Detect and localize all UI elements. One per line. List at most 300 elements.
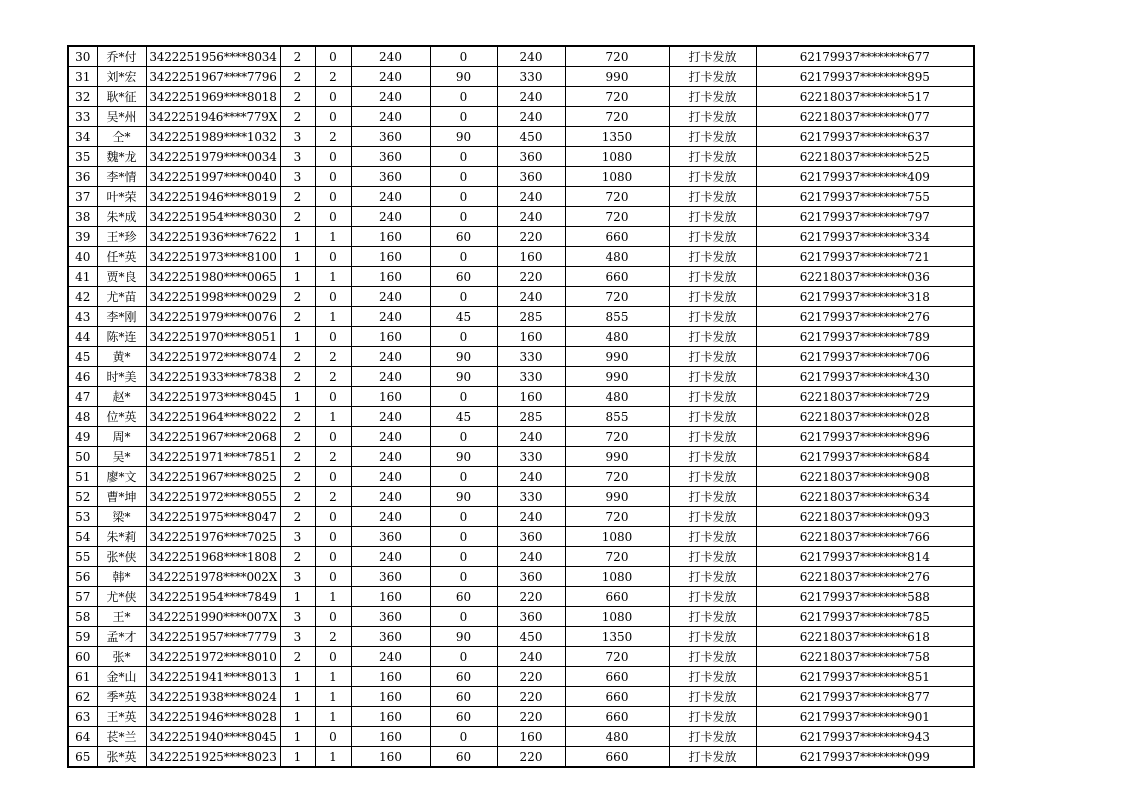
id-number-cell: 3422251970****8051: [146, 327, 280, 347]
bank-card-number-cell: 62218037********729: [756, 387, 974, 407]
bank-card-number-cell: 62179937********318: [756, 287, 974, 307]
family-count-cell: 3: [280, 627, 315, 647]
id-number-cell: 3422251964****8022: [146, 407, 280, 427]
row-number-cell: 52: [68, 487, 97, 507]
monthly-amount-cell: 240: [497, 547, 565, 567]
family-count-cell: 2: [280, 407, 315, 427]
id-number-cell: 3422251980****0065: [146, 267, 280, 287]
payment-method-cell: 打卡发放: [669, 127, 756, 147]
family-count-cell: 1: [280, 587, 315, 607]
bank-card-number-cell: 62179937********901: [756, 707, 974, 727]
payment-method-cell: 打卡发放: [669, 367, 756, 387]
id-number-cell: 3422251946****779X: [146, 107, 280, 127]
row-number-cell: 55: [68, 547, 97, 567]
row-number-cell: 48: [68, 407, 97, 427]
id-number-cell: 3422251954****8030: [146, 207, 280, 227]
family-count-cell: 2: [280, 507, 315, 527]
recipient-name-cell: 王*英: [97, 707, 146, 727]
table-row: [68, 747, 974, 768]
family-count-cell: 3: [280, 127, 315, 147]
table-row: [68, 127, 974, 147]
payment-method-cell: 打卡发放: [669, 487, 756, 507]
total-amount-cell: 720: [565, 467, 669, 487]
extra-amount-cell: 0: [430, 607, 497, 627]
bank-card-number-cell: 62179937********943: [756, 727, 974, 747]
base-amount-cell: 360: [351, 567, 430, 587]
family-count-cell: 1: [280, 227, 315, 247]
bank-card-number-cell: 62179937********755: [756, 187, 974, 207]
extra-amount-cell: 0: [430, 147, 497, 167]
row-number-cell: 58: [68, 607, 97, 627]
total-amount-cell: 1080: [565, 167, 669, 187]
recipient-name-cell: 刘*宏: [97, 67, 146, 87]
table-row: [68, 627, 974, 647]
id-number-cell: 3422251957****7779: [146, 627, 280, 647]
extra-count-cell: 1: [315, 667, 351, 687]
monthly-amount-cell: 220: [497, 227, 565, 247]
id-number-cell: 3422251967****7796: [146, 67, 280, 87]
monthly-amount-cell: 240: [497, 287, 565, 307]
id-number-cell: 3422251946****8028: [146, 707, 280, 727]
recipient-name-cell: 金*山: [97, 667, 146, 687]
base-amount-cell: 160: [351, 667, 430, 687]
base-amount-cell: 240: [351, 647, 430, 667]
extra-amount-cell: 0: [430, 107, 497, 127]
base-amount-cell: 360: [351, 167, 430, 187]
row-number-cell: 61: [68, 667, 97, 687]
base-amount-cell: 240: [351, 67, 430, 87]
table-row: [68, 487, 974, 507]
table-row: [68, 727, 974, 747]
table-row: [68, 307, 974, 327]
recipient-name-cell: 王*: [97, 607, 146, 627]
payment-method-cell: 打卡发放: [669, 667, 756, 687]
monthly-amount-cell: 450: [497, 627, 565, 647]
id-number-cell: 3422251941****8013: [146, 667, 280, 687]
monthly-amount-cell: 220: [497, 707, 565, 727]
total-amount-cell: 1080: [565, 607, 669, 627]
recipient-name-cell: 陈*连: [97, 327, 146, 347]
family-count-cell: 1: [280, 687, 315, 707]
monthly-amount-cell: 330: [497, 67, 565, 87]
extra-amount-cell: 60: [430, 587, 497, 607]
payment-method-cell: 打卡发放: [669, 227, 756, 247]
row-number-cell: 37: [68, 187, 97, 207]
total-amount-cell: 990: [565, 347, 669, 367]
extra-amount-cell: 0: [430, 247, 497, 267]
family-count-cell: 1: [280, 327, 315, 347]
row-number-cell: 64: [68, 727, 97, 747]
extra-amount-cell: 0: [430, 647, 497, 667]
extra-amount-cell: 0: [430, 87, 497, 107]
extra-amount-cell: 90: [430, 347, 497, 367]
extra-count-cell: 0: [315, 287, 351, 307]
row-number-cell: 59: [68, 627, 97, 647]
base-amount-cell: 240: [351, 407, 430, 427]
family-count-cell: 3: [280, 607, 315, 627]
family-count-cell: 3: [280, 167, 315, 187]
payment-method-cell: 打卡发放: [669, 607, 756, 627]
payment-method-cell: 打卡发放: [669, 107, 756, 127]
recipient-name-cell: 梁*: [97, 507, 146, 527]
id-number-cell: 3422251971****7851: [146, 447, 280, 467]
monthly-amount-cell: 330: [497, 447, 565, 467]
payment-method-cell: 打卡发放: [669, 747, 756, 768]
id-number-cell: 3422251936****7622: [146, 227, 280, 247]
id-number-cell: 3422251990****007X: [146, 607, 280, 627]
total-amount-cell: 1080: [565, 147, 669, 167]
id-number-cell: 3422251973****8100: [146, 247, 280, 267]
family-count-cell: 2: [280, 347, 315, 367]
payment-method-cell: 打卡发放: [669, 407, 756, 427]
family-count-cell: 2: [280, 87, 315, 107]
bank-card-number-cell: 62218037********276: [756, 567, 974, 587]
base-amount-cell: 240: [351, 307, 430, 327]
extra-count-cell: 0: [315, 387, 351, 407]
base-amount-cell: 240: [351, 107, 430, 127]
extra-amount-cell: 60: [430, 707, 497, 727]
base-amount-cell: 240: [351, 427, 430, 447]
row-number-cell: 39: [68, 227, 97, 247]
recipient-name-cell: 孟*才: [97, 627, 146, 647]
family-count-cell: 2: [280, 307, 315, 327]
table-row: [68, 327, 974, 347]
total-amount-cell: 660: [565, 267, 669, 287]
id-number-cell: 3422251979****0076: [146, 307, 280, 327]
base-amount-cell: 240: [351, 46, 430, 67]
recipient-name-cell: 任*英: [97, 247, 146, 267]
total-amount-cell: 720: [565, 107, 669, 127]
monthly-amount-cell: 360: [497, 147, 565, 167]
recipient-name-cell: 耿*征: [97, 87, 146, 107]
bank-card-number-cell: 62179937********334: [756, 227, 974, 247]
extra-count-cell: 0: [315, 527, 351, 547]
extra-count-cell: 1: [315, 267, 351, 287]
row-number-cell: 30: [68, 46, 97, 67]
family-count-cell: 1: [280, 727, 315, 747]
extra-count-cell: 2: [315, 67, 351, 87]
family-count-cell: 2: [280, 46, 315, 67]
recipient-name-cell: 尤*侠: [97, 587, 146, 607]
base-amount-cell: 240: [351, 187, 430, 207]
extra-amount-cell: 90: [430, 487, 497, 507]
monthly-amount-cell: 360: [497, 167, 565, 187]
monthly-amount-cell: 360: [497, 527, 565, 547]
extra-amount-cell: 90: [430, 367, 497, 387]
base-amount-cell: 360: [351, 527, 430, 547]
total-amount-cell: 720: [565, 87, 669, 107]
base-amount-cell: 160: [351, 247, 430, 267]
table-row: [68, 567, 974, 587]
total-amount-cell: 660: [565, 587, 669, 607]
total-amount-cell: 990: [565, 67, 669, 87]
payment-method-cell: 打卡发放: [669, 467, 756, 487]
family-count-cell: 2: [280, 67, 315, 87]
recipient-name-cell: 张*英: [97, 747, 146, 768]
table-row: [68, 267, 974, 287]
bank-card-number-cell: 62179937********814: [756, 547, 974, 567]
extra-amount-cell: 45: [430, 307, 497, 327]
id-number-cell: 3422251940****8045: [146, 727, 280, 747]
monthly-amount-cell: 160: [497, 327, 565, 347]
extra-amount-cell: 0: [430, 567, 497, 587]
id-number-cell: 3422251989****1032: [146, 127, 280, 147]
table-row: [68, 687, 974, 707]
extra-count-cell: 0: [315, 107, 351, 127]
id-number-cell: 3422251925****8023: [146, 747, 280, 768]
total-amount-cell: 660: [565, 667, 669, 687]
payment-method-cell: 打卡发放: [669, 287, 756, 307]
monthly-amount-cell: 160: [497, 387, 565, 407]
bank-card-number-cell: 62179937********789: [756, 327, 974, 347]
monthly-amount-cell: 285: [497, 407, 565, 427]
id-number-cell: 3422251933****7838: [146, 367, 280, 387]
total-amount-cell: 1350: [565, 627, 669, 647]
family-count-cell: 2: [280, 547, 315, 567]
extra-count-cell: 1: [315, 407, 351, 427]
table-row: [68, 387, 974, 407]
extra-count-cell: 0: [315, 547, 351, 567]
base-amount-cell: 240: [351, 547, 430, 567]
monthly-amount-cell: 220: [497, 667, 565, 687]
base-amount-cell: 360: [351, 627, 430, 647]
total-amount-cell: 1080: [565, 527, 669, 547]
extra-count-cell: 0: [315, 207, 351, 227]
base-amount-cell: 240: [351, 87, 430, 107]
extra-count-cell: 0: [315, 727, 351, 747]
row-number-cell: 54: [68, 527, 97, 547]
bank-card-number-cell: 62179937********797: [756, 207, 974, 227]
row-number-cell: 65: [68, 747, 97, 768]
total-amount-cell: 480: [565, 327, 669, 347]
payment-method-cell: 打卡发放: [669, 327, 756, 347]
monthly-amount-cell: 240: [497, 647, 565, 667]
table-row: [68, 87, 974, 107]
total-amount-cell: 720: [565, 507, 669, 527]
family-count-cell: 2: [280, 367, 315, 387]
total-amount-cell: 720: [565, 287, 669, 307]
extra-amount-cell: 90: [430, 67, 497, 87]
monthly-amount-cell: 240: [497, 107, 565, 127]
recipient-name-cell: 苌*兰: [97, 727, 146, 747]
table-row: [68, 467, 974, 487]
bank-card-number-cell: 62218037********766: [756, 527, 974, 547]
recipient-name-cell: 李*情: [97, 167, 146, 187]
table-row: [68, 46, 974, 67]
row-number-cell: 40: [68, 247, 97, 267]
extra-amount-cell: 45: [430, 407, 497, 427]
row-number-cell: 46: [68, 367, 97, 387]
recipient-name-cell: 尤*苗: [97, 287, 146, 307]
family-count-cell: 2: [280, 107, 315, 127]
total-amount-cell: 990: [565, 367, 669, 387]
total-amount-cell: 480: [565, 727, 669, 747]
extra-count-cell: 1: [315, 587, 351, 607]
row-number-cell: 49: [68, 427, 97, 447]
table-row: [68, 587, 974, 607]
total-amount-cell: 990: [565, 487, 669, 507]
family-count-cell: 1: [280, 387, 315, 407]
bank-card-number-cell: 62179937********785: [756, 607, 974, 627]
table-row: [68, 447, 974, 467]
base-amount-cell: 160: [351, 727, 430, 747]
id-number-cell: 3422251972****8055: [146, 487, 280, 507]
extra-count-cell: 1: [315, 707, 351, 727]
extra-amount-cell: 90: [430, 627, 497, 647]
bank-card-number-cell: 62218037********028: [756, 407, 974, 427]
extra-count-cell: 0: [315, 507, 351, 527]
table-row: [68, 427, 974, 447]
monthly-amount-cell: 360: [497, 607, 565, 627]
bank-card-number-cell: 62179937********276: [756, 307, 974, 327]
recipient-name-cell: 张*侠: [97, 547, 146, 567]
payment-method-cell: 打卡发放: [669, 447, 756, 467]
table-row: [68, 507, 974, 527]
payment-method-cell: 打卡发放: [669, 267, 756, 287]
extra-amount-cell: 0: [430, 527, 497, 547]
recipient-name-cell: 赵*: [97, 387, 146, 407]
monthly-amount-cell: 240: [497, 427, 565, 447]
row-number-cell: 45: [68, 347, 97, 367]
extra-count-cell: 1: [315, 307, 351, 327]
family-count-cell: 1: [280, 267, 315, 287]
row-number-cell: 53: [68, 507, 97, 527]
extra-count-cell: 2: [315, 447, 351, 467]
extra-count-cell: 2: [315, 127, 351, 147]
extra-amount-cell: 0: [430, 507, 497, 527]
payment-method-cell: 打卡发放: [669, 387, 756, 407]
row-number-cell: 31: [68, 67, 97, 87]
bank-card-number-cell: 62179937********099: [756, 747, 974, 768]
table-row: [68, 707, 974, 727]
id-number-cell: 3422251978****002X: [146, 567, 280, 587]
payment-method-cell: 打卡发放: [669, 427, 756, 447]
recipient-name-cell: 乔*付: [97, 46, 146, 67]
row-number-cell: 41: [68, 267, 97, 287]
family-count-cell: 2: [280, 487, 315, 507]
total-amount-cell: 660: [565, 707, 669, 727]
base-amount-cell: 160: [351, 747, 430, 768]
base-amount-cell: 160: [351, 387, 430, 407]
row-number-cell: 44: [68, 327, 97, 347]
extra-amount-cell: 0: [430, 547, 497, 567]
total-amount-cell: 720: [565, 187, 669, 207]
payment-method-cell: 打卡发放: [669, 207, 756, 227]
extra-amount-cell: 0: [430, 167, 497, 187]
extra-amount-cell: 60: [430, 667, 497, 687]
payment-method-cell: 打卡发放: [669, 567, 756, 587]
family-count-cell: 2: [280, 467, 315, 487]
table-row: [68, 227, 974, 247]
monthly-amount-cell: 240: [497, 87, 565, 107]
family-count-cell: 1: [280, 247, 315, 267]
extra-count-cell: 0: [315, 167, 351, 187]
payment-method-cell: 打卡发放: [669, 587, 756, 607]
recipient-name-cell: 贾*良: [97, 267, 146, 287]
family-count-cell: 2: [280, 287, 315, 307]
payment-method-cell: 打卡发放: [669, 307, 756, 327]
id-number-cell: 3422251975****8047: [146, 507, 280, 527]
extra-count-cell: 0: [315, 187, 351, 207]
family-count-cell: 2: [280, 447, 315, 467]
recipient-name-cell: 仝*: [97, 127, 146, 147]
bank-card-number-cell: 62218037********093: [756, 507, 974, 527]
extra-count-cell: 0: [315, 87, 351, 107]
total-amount-cell: 720: [565, 547, 669, 567]
table-row: [68, 347, 974, 367]
base-amount-cell: 240: [351, 487, 430, 507]
row-number-cell: 51: [68, 467, 97, 487]
bank-card-number-cell: 62218037********036: [756, 267, 974, 287]
monthly-amount-cell: 160: [497, 727, 565, 747]
table-row: [68, 187, 974, 207]
extra-amount-cell: 60: [430, 747, 497, 768]
recipient-name-cell: 周*: [97, 427, 146, 447]
monthly-amount-cell: 330: [497, 347, 565, 367]
extra-amount-cell: 0: [430, 207, 497, 227]
extra-count-cell: 1: [315, 747, 351, 768]
table-row: [68, 607, 974, 627]
base-amount-cell: 240: [351, 207, 430, 227]
table-row: [68, 667, 974, 687]
monthly-amount-cell: 220: [497, 587, 565, 607]
total-amount-cell: 720: [565, 427, 669, 447]
monthly-amount-cell: 285: [497, 307, 565, 327]
recipient-name-cell: 张*: [97, 647, 146, 667]
total-amount-cell: 990: [565, 447, 669, 467]
id-number-cell: 3422251969****8018: [146, 87, 280, 107]
base-amount-cell: 240: [351, 367, 430, 387]
row-number-cell: 60: [68, 647, 97, 667]
bank-card-number-cell: 62179937********409: [756, 167, 974, 187]
payment-method-cell: 打卡发放: [669, 547, 756, 567]
total-amount-cell: 855: [565, 307, 669, 327]
bank-card-number-cell: 62179937********684: [756, 447, 974, 467]
extra-count-cell: 0: [315, 607, 351, 627]
payment-method-cell: 打卡发放: [669, 347, 756, 367]
base-amount-cell: 160: [351, 687, 430, 707]
monthly-amount-cell: 330: [497, 367, 565, 387]
recipient-name-cell: 朱*成: [97, 207, 146, 227]
recipient-name-cell: 季*英: [97, 687, 146, 707]
total-amount-cell: 660: [565, 747, 669, 768]
payment-method-cell: 打卡发放: [669, 147, 756, 167]
bank-card-number-cell: 62179937********706: [756, 347, 974, 367]
base-amount-cell: 160: [351, 227, 430, 247]
extra-count-cell: 1: [315, 227, 351, 247]
family-count-cell: 1: [280, 747, 315, 768]
total-amount-cell: 660: [565, 687, 669, 707]
recipient-name-cell: 韩*: [97, 567, 146, 587]
family-count-cell: 2: [280, 187, 315, 207]
table-row: [68, 647, 974, 667]
base-amount-cell: 160: [351, 707, 430, 727]
extra-amount-cell: 60: [430, 267, 497, 287]
recipient-name-cell: 王*珍: [97, 227, 146, 247]
base-amount-cell: 240: [351, 507, 430, 527]
bank-card-number-cell: 62218037********634: [756, 487, 974, 507]
bank-card-number-cell: 62179937********430: [756, 367, 974, 387]
bank-card-number-cell: 62218037********908: [756, 467, 974, 487]
total-amount-cell: 660: [565, 227, 669, 247]
extra-count-cell: 2: [315, 367, 351, 387]
extra-count-cell: 2: [315, 347, 351, 367]
id-number-cell: 3422251956****8034: [146, 46, 280, 67]
family-count-cell: 3: [280, 567, 315, 587]
base-amount-cell: 240: [351, 447, 430, 467]
table-row: [68, 167, 974, 187]
payment-method-cell: 打卡发放: [669, 247, 756, 267]
